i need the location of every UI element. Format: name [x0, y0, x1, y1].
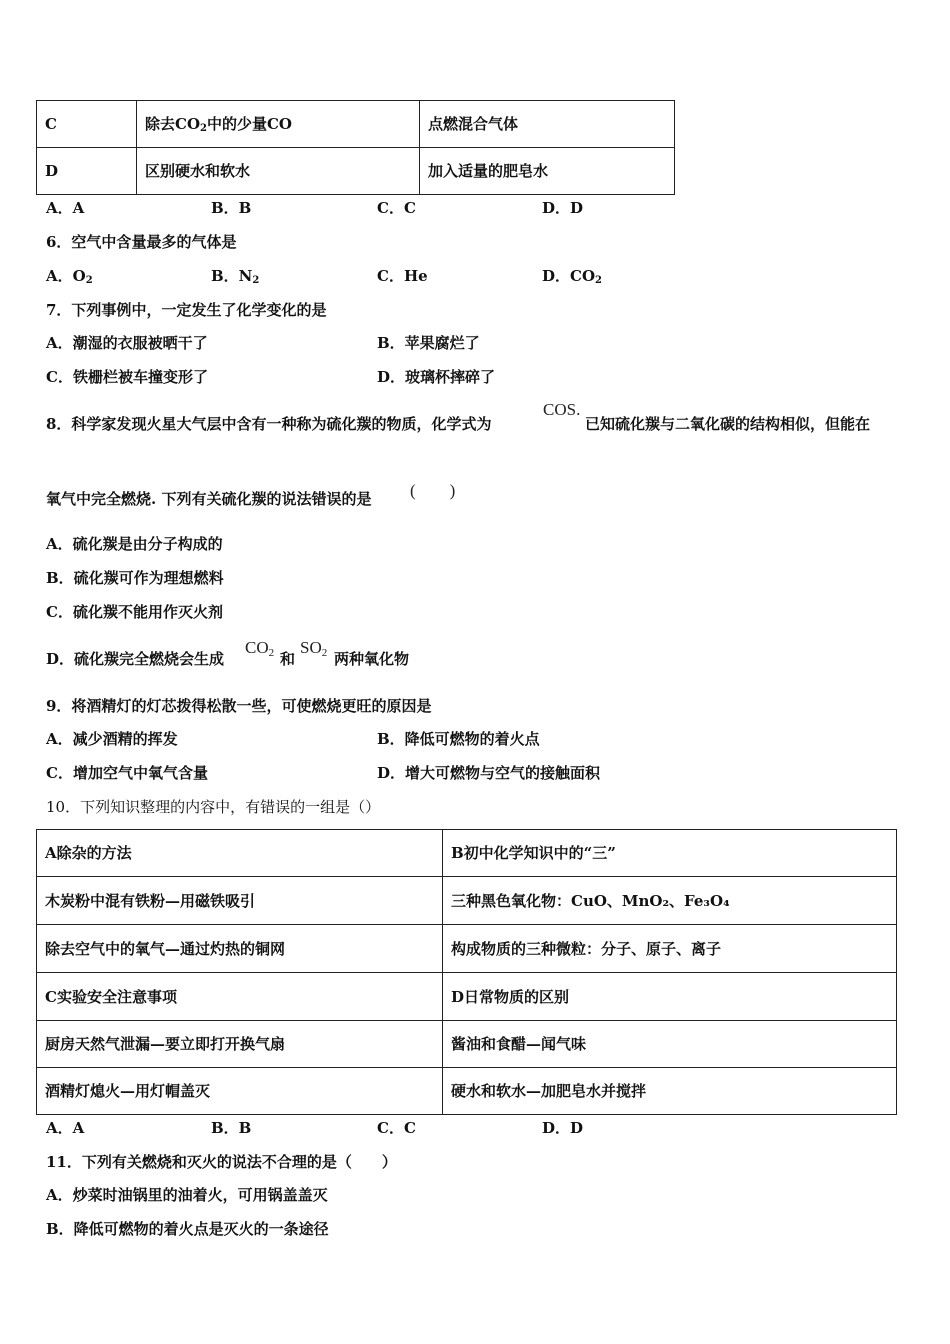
table-cell: 厨房天然气泄漏—要立即打开换气扇	[37, 1021, 443, 1068]
q5-option-a[interactable]: A．A	[46, 199, 85, 217]
table-row	[37, 877, 897, 925]
q8-option-b[interactable]: B．硫化羰可作为理想燃料	[46, 569, 224, 587]
q10-option-c[interactable]: C．C	[377, 1119, 416, 1137]
table-cell: 酒精灯熄火—用灯帽盖灭	[37, 1068, 443, 1115]
table-cell: 三种黑色氧化物：CuO、MnO₂、Fe₃O₄	[443, 877, 897, 925]
table-cell: 硬水和软水—加肥皂水并搅拌	[443, 1068, 897, 1115]
q10-option-b[interactable]: B．B	[211, 1119, 252, 1137]
q7-option-b[interactable]: B．苹果腐烂了	[377, 334, 480, 352]
q8-answer-paren: ( )	[410, 481, 456, 500]
table-row	[37, 1021, 897, 1068]
q10-table	[36, 829, 897, 1115]
q6-option-c[interactable]: C．He	[377, 267, 428, 285]
table-row	[37, 925, 897, 973]
table-row	[37, 101, 675, 148]
q6-option-a[interactable]: A．$O_2$	[46, 267, 93, 286]
table-cell: D	[37, 148, 137, 195]
table-cell: 点燃混合气体	[420, 101, 675, 148]
q8-stem-line1: 8．科学家发现火星大气层中含有一种称为硫化羰的物质，化学式为	[46, 415, 492, 433]
table-row	[37, 973, 897, 1021]
table-row	[37, 148, 675, 195]
q6-stem: 6．空气中含量最多的气体是	[46, 233, 237, 251]
q11-stem: 11．下列有关燃烧和灭火的说法不合理的是（ ）	[46, 1153, 397, 1171]
q11-option-a[interactable]: A．炒菜时油锅里的油着火，可用锅盖盖灭	[46, 1186, 328, 1204]
table-cell: 木炭粉中混有铁粉—用磁铁吸引	[37, 877, 443, 925]
q5-table	[36, 100, 675, 195]
table-cell: 加入适量的肥皂水	[420, 148, 675, 195]
q11-option-b[interactable]: B．降低可燃物的着火点是灭火的一条途径	[46, 1220, 329, 1238]
q7-stem: 7．下列事例中，一定发生了化学变化的是	[46, 301, 327, 319]
table-cell: 酱油和食醋—闻气味	[443, 1021, 897, 1068]
q10-stem: 10．下列知识整理的内容中，有错误的一组是（）	[46, 798, 381, 816]
table-cell: 区别硬水和软水	[137, 148, 420, 195]
q9-option-b[interactable]: B．降低可燃物的着火点	[377, 730, 540, 748]
table-cell: D日常物质的区别	[443, 973, 897, 1021]
q6-option-d[interactable]: D．$CO_2$	[542, 267, 602, 286]
q9-option-a[interactable]: A．减少酒精的挥发	[46, 730, 178, 748]
q8-stem-line1-cont: 已知硫化羰与二氧化碳的结构相似，但能在	[585, 415, 871, 433]
q7-option-d[interactable]: D．玻璃杯摔碎了	[377, 368, 496, 386]
q5-option-b[interactable]: B．B	[211, 199, 252, 217]
table-cell: C实验安全注意事项	[37, 973, 443, 1021]
table-cell: B初中化学知识中的“三”	[443, 830, 897, 877]
table-row	[37, 830, 897, 877]
table-cell: A除杂的方法	[37, 830, 443, 877]
q5-option-d[interactable]: D．D	[542, 199, 584, 217]
q8-formula-so2: $SO_2$	[300, 638, 328, 659]
table-cell: 除去空气中的氧气—通过灼热的铜网	[37, 925, 443, 973]
q7-option-a[interactable]: A．潮湿的衣服被晒干了	[46, 334, 208, 352]
q8-stem-line2: 氧气中完全燃烧. 下列有关硫化羰的说法错误的是	[46, 490, 372, 508]
q8-and: 和	[280, 650, 296, 668]
q9-stem: 9．将酒精灯的灯芯拨得松散一些，可使燃烧更旺的原因是	[46, 697, 432, 715]
q10-option-a[interactable]: A．A	[46, 1119, 85, 1137]
q9-option-c[interactable]: C．增加空气中氧气含量	[46, 764, 208, 782]
q8-option-a[interactable]: A．硫化羰是由分子构成的	[46, 535, 223, 553]
table-cell: 构成物质的三种微粒：分子、原子、离子	[443, 925, 897, 973]
q8-formula-co2: $CO_2$	[245, 638, 275, 659]
q8-option-c[interactable]: C．硫化羰不能用作灭火剂	[46, 603, 223, 621]
table-cell: C	[37, 101, 137, 148]
q9-option-d[interactable]: D．增大可燃物与空气的接触面积	[377, 764, 601, 782]
table-row	[37, 1068, 897, 1115]
table-cell: 除去$CO_2$中的少量CO	[137, 101, 420, 148]
q7-option-c[interactable]: C．铁栅栏被车撞变形了	[46, 368, 208, 386]
q8-formula-cos: COS.	[543, 400, 581, 419]
q8-option-d-cont: 两种氧化物	[334, 650, 410, 668]
q6-option-b[interactable]: B．$N_2$	[211, 267, 260, 286]
q8-option-d[interactable]: D．硫化羰完全燃烧会生成	[46, 650, 225, 668]
q10-option-d[interactable]: D．D	[542, 1119, 584, 1137]
q5-option-c[interactable]: C．C	[377, 199, 416, 217]
